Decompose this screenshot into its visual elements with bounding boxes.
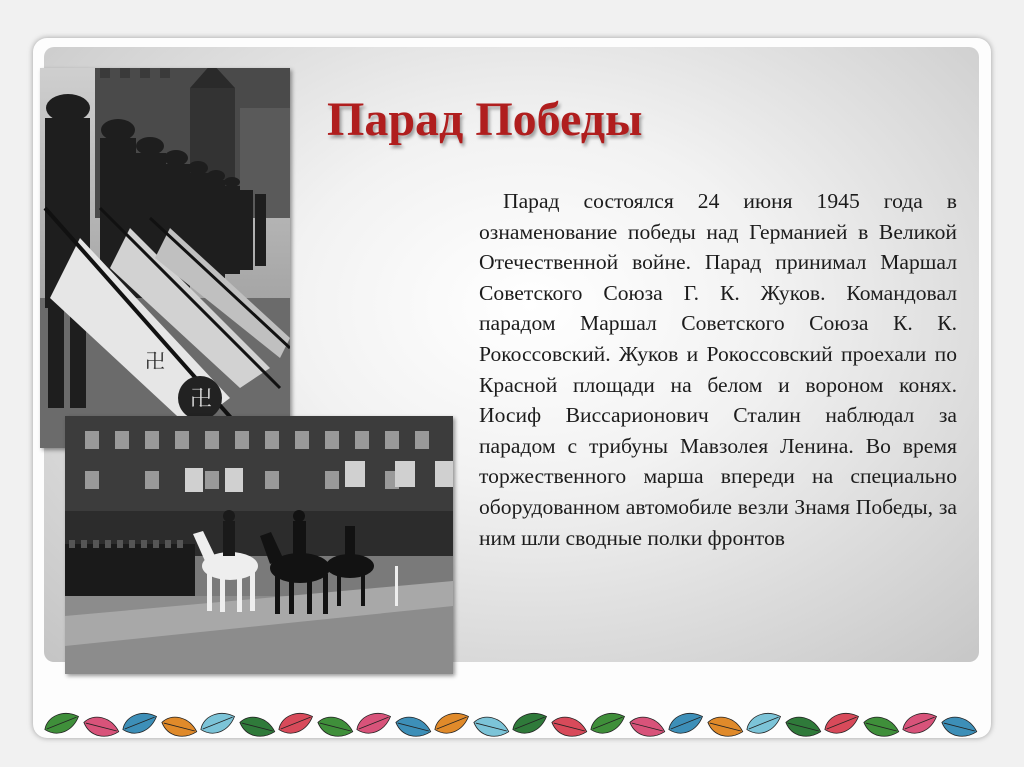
leaf-ornament <box>861 713 901 741</box>
leaf-ornament <box>159 713 199 741</box>
leaf-ornament <box>471 713 511 741</box>
leaf-ornament <box>198 709 238 737</box>
leaf-ornament <box>510 709 550 737</box>
leaf-ornament <box>783 713 823 741</box>
slide-title: Парад Победы <box>327 93 643 146</box>
leaf-ornament <box>549 713 589 741</box>
soldiers-banners-photo <box>40 68 290 448</box>
leaf-ornament <box>900 709 940 737</box>
leaf-ornament <box>315 713 355 741</box>
leaf-ornament <box>744 709 784 737</box>
marshals-horseback-photo <box>65 416 453 674</box>
leaf-ornament <box>939 713 979 741</box>
leaf-ornament <box>120 709 160 737</box>
leaf-ornament <box>822 709 862 737</box>
leaf-border-decoration <box>40 706 988 746</box>
leaf-ornament <box>432 709 472 737</box>
svg-text:卍: 卍 <box>145 349 165 373</box>
leaf-ornament <box>588 709 628 737</box>
leaf-ornament <box>627 713 667 741</box>
leaf-ornament <box>276 709 316 737</box>
leaf-ornament <box>81 713 121 741</box>
leaf-ornament <box>666 709 706 737</box>
leaf-ornament <box>393 713 433 741</box>
leaf-ornament <box>237 713 277 741</box>
leaf-ornament <box>42 709 82 737</box>
svg-text:卍: 卍 <box>190 387 213 412</box>
leaf-ornament <box>354 709 394 737</box>
leaf-ornament <box>705 713 745 741</box>
slide-body-text: Парад состоялся 24 июня 1945 года в ознаменование победы над Германией в Великой Отечественной войне. Парад принимал Маршал Советского Союза Г. К. Жуков. Командовал парадом Маршал Советского Союза К. К. Рокоссовский. Жуков и Рокоссовский проехали по Красной площади на белом и вороном конях. Иосиф Виссарионович Сталин наблюдал за парадом с трибуны Мавзолея Ленина. Во время торжественного марша впереди на специально оборудованном автомобиле везли Знамя Победы, за ним шли сводные полки фронтов <box>479 189 957 550</box>
